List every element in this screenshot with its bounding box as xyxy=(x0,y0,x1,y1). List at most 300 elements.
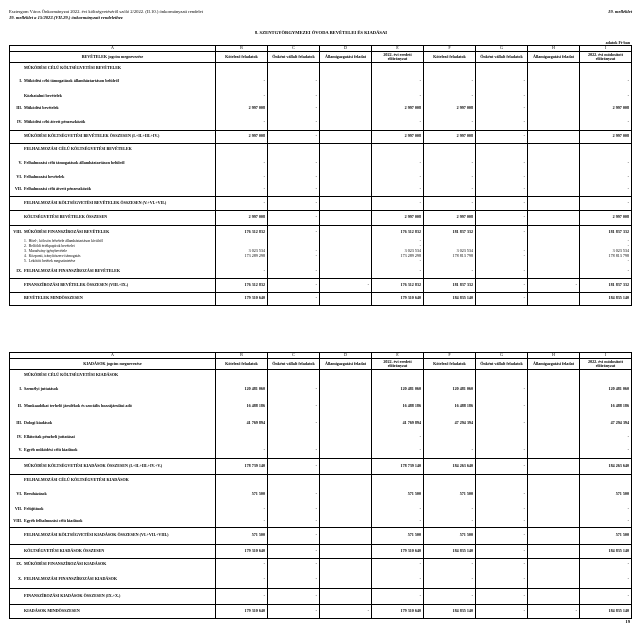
value-cell xyxy=(320,431,372,443)
value-cell: - xyxy=(216,588,268,604)
value-cell: - xyxy=(216,73,268,90)
value-cell xyxy=(528,558,580,570)
value-cell: - xyxy=(268,398,320,415)
value-cell xyxy=(476,431,528,443)
column-header: 2022. évi módosított előirányzat xyxy=(580,358,632,369)
total-row xyxy=(10,278,632,292)
column-letter: D xyxy=(320,46,372,52)
value-cell xyxy=(580,369,632,381)
column-letter: I xyxy=(580,46,632,52)
row-label: KÖLTSÉGVETÉSI KIADÁSOK ÖSSZESEN xyxy=(24,547,105,553)
value-cell: - xyxy=(580,171,632,183)
row-label-cell xyxy=(10,474,216,486)
value-cell: 178 739 140 xyxy=(216,458,268,474)
column-header: BEVÉTELEK jogcím megnevezése xyxy=(10,51,216,62)
row-number: VI. xyxy=(16,173,22,179)
column-letter: F xyxy=(424,353,476,359)
value-cell xyxy=(320,210,372,225)
value-cell: - xyxy=(216,558,268,570)
value-cell: - xyxy=(424,588,476,604)
value-cell: 178 739 140 xyxy=(372,458,424,474)
row-number: III. xyxy=(16,419,22,425)
value-cell xyxy=(528,588,580,604)
value-cell: - xyxy=(268,210,320,225)
value-cell xyxy=(528,264,580,278)
row-number: 2. xyxy=(24,244,27,249)
value-cell: 181 837 332 xyxy=(424,225,476,239)
value-cell xyxy=(320,183,372,196)
value-cell xyxy=(424,369,476,381)
row-number: VI. xyxy=(16,491,22,497)
value-cell: 2 997 008 xyxy=(424,210,476,225)
value-cell: 16 488 186 xyxy=(372,398,424,415)
row-number: 5. xyxy=(24,259,27,264)
page-number: 19 xyxy=(625,619,630,624)
value-cell: - xyxy=(476,486,528,503)
row-label: MŰKÖDÉSI CÉLÚ KÖLTSÉGVETÉSI BEVÉTELEK xyxy=(24,64,122,70)
value-cell: - xyxy=(268,249,320,254)
row-label: FINANSZÍROZÁSI KIADÁSOK ÖSSZESEN (IX.+X.) xyxy=(24,592,121,598)
row-label: FELHALMOZÁSI KÖLTSÉGVETÉSI BEVÉTELEK ÖSSZESEN (V.+VI.+VII.) xyxy=(24,199,167,205)
column-letter: I xyxy=(580,353,632,359)
value-cell: - xyxy=(216,183,268,196)
value-cell xyxy=(528,544,580,558)
value-cell: - xyxy=(372,443,424,458)
value-cell: - xyxy=(424,73,476,90)
value-cell: 184 835 140 xyxy=(580,292,632,305)
total-row xyxy=(10,458,632,474)
value-cell: 41 769 894 xyxy=(372,415,424,431)
table-row xyxy=(10,431,632,443)
row-label: MŰKÖDÉSI FINANSZÍROZÁSI BEVÉTELEK xyxy=(24,229,110,235)
column-letter: A xyxy=(10,46,216,52)
value-cell xyxy=(372,369,424,381)
value-cell xyxy=(268,62,320,73)
value-cell xyxy=(216,143,268,155)
value-cell: - xyxy=(476,102,528,114)
row-label-cell xyxy=(10,570,216,588)
value-cell: 47 294 394 xyxy=(580,415,632,431)
value-cell xyxy=(320,292,372,305)
row-label: Ellátottak pénzbeli juttatásai xyxy=(24,433,75,439)
value-cell xyxy=(528,62,580,73)
row-label: Felújítások xyxy=(24,505,44,511)
table-row xyxy=(10,155,632,171)
value-cell: - xyxy=(268,527,320,544)
value-cell: 120 481 060 xyxy=(216,381,268,398)
row-number: VIII. xyxy=(13,229,22,235)
row-label-cell xyxy=(10,62,216,73)
value-cell: 179 310 640 xyxy=(372,544,424,558)
value-cell: - xyxy=(268,171,320,183)
value-cell: - xyxy=(268,503,320,515)
row-number: 1. xyxy=(24,239,27,244)
value-cell: 47 294 394 xyxy=(424,415,476,431)
value-cell: - xyxy=(320,278,372,292)
section-row xyxy=(10,143,632,155)
value-cell: 571 500 xyxy=(580,486,632,503)
value-cell xyxy=(320,588,372,604)
value-cell: - xyxy=(268,515,320,527)
value-cell: - xyxy=(268,544,320,558)
value-cell: - xyxy=(580,431,632,443)
value-cell xyxy=(320,381,372,398)
value-cell xyxy=(216,474,268,486)
value-cell: - xyxy=(476,604,528,618)
value-cell xyxy=(528,155,580,171)
row-label-cell xyxy=(10,155,216,171)
value-cell: - xyxy=(372,558,424,570)
total-row xyxy=(10,544,632,558)
value-cell xyxy=(320,558,372,570)
column-header: Államigazgatási feladat xyxy=(320,358,372,369)
value-cell: - xyxy=(476,183,528,196)
column-header-row xyxy=(10,358,632,369)
row-label-cell xyxy=(10,183,216,196)
row-label-cell xyxy=(10,210,216,225)
row-number: III. xyxy=(16,104,22,110)
row-label: Működési célú átvett pénzeszközök xyxy=(24,118,86,124)
value-cell: - xyxy=(372,503,424,515)
value-cell: 3 023 534 xyxy=(424,249,476,254)
row-label: Beruházások xyxy=(24,491,47,497)
value-cell: - xyxy=(580,90,632,102)
value-cell xyxy=(528,515,580,527)
value-cell: 571 500 xyxy=(216,527,268,544)
value-cell xyxy=(528,527,580,544)
row-label: Működési célú támogatások államháztartáson belülről xyxy=(24,78,119,84)
column-letter: G xyxy=(476,46,528,52)
value-cell: - xyxy=(476,398,528,415)
row-label: MŰKÖDÉSI KÖLTSÉGVETÉSI BEVÉTELEK ÖSSZESEN (I.+II.+III.+IV.) xyxy=(24,133,160,139)
value-cell: - xyxy=(476,515,528,527)
value-cell: - xyxy=(580,73,632,90)
column-header: Államigazgatási feladat xyxy=(528,51,580,62)
column-header: Kötelező feladatok xyxy=(424,51,476,62)
value-cell: - xyxy=(580,515,632,527)
row-label: Egyéb felhalmozási célú kiadások xyxy=(24,517,83,523)
total-row xyxy=(10,527,632,544)
value-cell: - xyxy=(372,196,424,210)
value-cell xyxy=(268,431,320,443)
value-cell xyxy=(320,143,372,155)
table-row xyxy=(10,398,632,415)
value-cell xyxy=(424,62,476,73)
value-cell: 184 835 140 xyxy=(424,292,476,305)
row-number: V. xyxy=(18,447,22,453)
value-cell: 2 997 008 xyxy=(372,102,424,114)
row-label: Belföldi értékpapírok bevételei xyxy=(28,244,75,249)
total-row xyxy=(10,604,632,618)
row-number: X. xyxy=(18,575,22,581)
value-cell: - xyxy=(424,114,476,130)
value-cell xyxy=(476,474,528,486)
row-label-cell xyxy=(10,130,216,143)
value-cell: - xyxy=(424,515,476,527)
value-cell: - xyxy=(268,486,320,503)
table-row xyxy=(10,558,632,570)
value-cell: 178 813 798 xyxy=(580,254,632,259)
value-cell xyxy=(528,381,580,398)
value-cell: 571 500 xyxy=(580,527,632,544)
row-label-cell xyxy=(10,143,216,155)
value-cell: - xyxy=(372,183,424,196)
value-cell xyxy=(268,474,320,486)
table-row xyxy=(10,515,632,527)
value-cell xyxy=(320,527,372,544)
row-number: II. xyxy=(17,403,22,409)
row-label: Dologi kiadások xyxy=(24,419,53,425)
value-cell: - xyxy=(320,604,372,618)
table-row xyxy=(10,102,632,114)
value-cell: 176 312 832 xyxy=(216,278,268,292)
table-row xyxy=(10,73,632,90)
value-cell: - xyxy=(216,155,268,171)
row-label-cell xyxy=(10,278,216,292)
value-cell: - xyxy=(476,225,528,239)
value-cell xyxy=(320,114,372,130)
value-cell: 2 997 008 xyxy=(580,210,632,225)
column-header: Önként vállalt feladatok xyxy=(268,358,320,369)
value-cell: - xyxy=(268,264,320,278)
value-cell: - xyxy=(372,171,424,183)
value-cell: 179 310 640 xyxy=(216,604,268,618)
value-cell: - xyxy=(476,503,528,515)
total-row xyxy=(10,210,632,225)
value-cell xyxy=(320,196,372,210)
row-label: FELHALMOZÁSI FINANSZÍROZÁSI KIADÁSOK xyxy=(24,575,118,581)
row-label-cell xyxy=(10,415,216,431)
row-label: Felhalmozási bevételek xyxy=(24,173,65,179)
value-cell: - xyxy=(268,196,320,210)
row-label-cell xyxy=(10,544,216,558)
value-cell: 571 500 xyxy=(424,486,476,503)
value-cell: - xyxy=(268,114,320,130)
row-label-cell xyxy=(10,431,216,443)
section-row xyxy=(10,369,632,381)
value-cell xyxy=(320,398,372,415)
value-cell: - xyxy=(268,73,320,90)
value-cell: - xyxy=(476,558,528,570)
total-row xyxy=(10,130,632,143)
value-cell: - xyxy=(372,155,424,171)
column-header: Kötelező feladatok xyxy=(216,358,268,369)
value-cell xyxy=(320,155,372,171)
value-cell xyxy=(528,196,580,210)
value-cell: 2 997 008 xyxy=(372,210,424,225)
value-cell: - xyxy=(580,259,632,264)
value-cell: - xyxy=(372,588,424,604)
value-cell xyxy=(476,143,528,155)
value-cell: - xyxy=(268,570,320,588)
value-cell: - xyxy=(476,73,528,90)
value-cell: - xyxy=(268,254,320,259)
value-cell xyxy=(320,515,372,527)
value-cell xyxy=(528,130,580,143)
value-cell: 184 835 140 xyxy=(424,544,476,558)
row-label: Hitel-, kölcsön felvétele államháztartáson kívülről xyxy=(28,239,103,244)
value-cell: - xyxy=(268,155,320,171)
value-cell: 571 500 xyxy=(372,527,424,544)
value-cell: 120 481 060 xyxy=(424,381,476,398)
row-label: MŰKÖDÉSI FINANSZÍROZÁSI KIADÁSOK xyxy=(24,561,107,567)
header-regulation-line: Esztergom Város Önkormányzat 2022. évi költségvetéséről szóló 2/2022. (II.10.) önkormányzati rendelet xyxy=(9,9,203,14)
row-label: Felhalmozási célú támogatások államháztartáson belülről xyxy=(24,159,125,165)
value-cell: 2 997 008 xyxy=(580,102,632,114)
column-header: Kötelező feladatok xyxy=(216,51,268,62)
value-cell xyxy=(320,225,372,239)
value-cell xyxy=(528,431,580,443)
row-label-cell xyxy=(10,381,216,398)
value-cell: - xyxy=(476,90,528,102)
value-cell xyxy=(528,210,580,225)
row-label-cell xyxy=(10,264,216,278)
value-cell: - xyxy=(268,90,320,102)
row-label: MŰKÖDÉSI KÖLTSÉGVETÉSI KIADÁSOK ÖSSZESEN (I.+II.+III.+IV.+V.) xyxy=(24,462,163,468)
value-cell xyxy=(320,62,372,73)
value-cell xyxy=(528,398,580,415)
value-cell xyxy=(476,62,528,73)
value-cell: 184 263 640 xyxy=(424,458,476,474)
value-cell xyxy=(424,431,476,443)
value-cell: - xyxy=(424,183,476,196)
row-label: BEVÉTELEK MINDÖSSZESEN xyxy=(24,295,83,301)
income-table xyxy=(9,45,632,306)
value-cell: - xyxy=(476,570,528,588)
value-cell: - xyxy=(580,244,632,249)
table-row xyxy=(10,114,632,130)
value-cell: - xyxy=(476,171,528,183)
header-annex-line: 19. melléklet a 15/2022.(VII.29.) önkormányzati rendelethez xyxy=(9,14,123,20)
row-label: Központi, irányítószervi támogatás xyxy=(28,254,81,259)
value-cell xyxy=(372,474,424,486)
value-cell: 181 837 332 xyxy=(580,278,632,292)
value-cell: - xyxy=(424,443,476,458)
value-cell: - xyxy=(372,570,424,588)
value-cell: - xyxy=(372,73,424,90)
table-row xyxy=(10,264,632,278)
value-cell: - xyxy=(476,196,528,210)
value-cell: - xyxy=(216,570,268,588)
value-cell: - xyxy=(372,114,424,130)
row-label-cell xyxy=(10,292,216,305)
value-cell: - xyxy=(580,443,632,458)
unit-label: adatok Ft-ban xyxy=(605,40,630,45)
row-label-cell xyxy=(10,486,216,503)
table-row xyxy=(10,443,632,458)
value-cell: 16 488 186 xyxy=(424,398,476,415)
value-cell: 184 835 140 xyxy=(580,604,632,618)
row-number: IV. xyxy=(16,118,22,124)
value-cell: - xyxy=(268,443,320,458)
value-cell: 176 312 832 xyxy=(372,225,424,239)
column-header: Államigazgatási feladat xyxy=(320,51,372,62)
row-label: Közhatalmi bevételek xyxy=(24,92,62,98)
value-cell: 179 310 640 xyxy=(216,292,268,305)
value-cell: 176 312 832 xyxy=(216,225,268,239)
value-cell: - xyxy=(216,443,268,458)
value-cell: - xyxy=(372,239,424,244)
row-label: MŰKÖDÉSI CÉLÚ KÖLTSÉGVETÉSI KIADÁSOK xyxy=(24,372,119,378)
column-letter: G xyxy=(476,353,528,359)
value-cell xyxy=(372,143,424,155)
value-cell: 16 488 186 xyxy=(580,398,632,415)
row-label-cell xyxy=(10,102,216,114)
value-cell: - xyxy=(372,90,424,102)
row-label: Felhalmozási célú átvett pénzeszközök xyxy=(24,186,91,192)
table-row xyxy=(10,415,632,431)
column-header: KIADÁSOK jogcím megnevezése xyxy=(10,358,216,369)
row-label-cell xyxy=(10,90,216,102)
value-cell: - xyxy=(372,259,424,264)
value-cell xyxy=(320,130,372,143)
value-cell: 173 289 298 xyxy=(216,254,268,259)
value-cell: - xyxy=(216,171,268,183)
value-cell xyxy=(320,443,372,458)
row-number: I. xyxy=(19,386,22,392)
value-cell: - xyxy=(268,604,320,618)
value-cell: - xyxy=(476,210,528,225)
value-cell xyxy=(320,264,372,278)
value-cell: 181 837 332 xyxy=(424,278,476,292)
row-label-cell xyxy=(10,171,216,183)
value-cell: - xyxy=(216,264,268,278)
row-number: 4. xyxy=(24,254,27,259)
row-label-cell xyxy=(10,196,216,210)
column-letter: A xyxy=(10,353,216,359)
value-cell: 184 835 140 xyxy=(580,544,632,558)
value-cell: - xyxy=(476,155,528,171)
value-cell: - xyxy=(580,264,632,278)
value-cell: 2 997 008 xyxy=(424,102,476,114)
value-cell: - xyxy=(476,249,528,254)
row-label-cell xyxy=(10,398,216,415)
column-header: Kötelező feladatok xyxy=(424,358,476,369)
value-cell xyxy=(528,458,580,474)
column-letter: F xyxy=(424,46,476,52)
row-label: FELHALMOZÁSI CÉLÚ KÖLTSÉGVETÉSI BEVÉTELEK xyxy=(24,146,132,152)
column-letter: E xyxy=(372,353,424,359)
row-label: Személyi juttatások xyxy=(24,386,59,392)
value-cell xyxy=(320,415,372,431)
value-cell xyxy=(424,474,476,486)
row-label-cell xyxy=(10,114,216,130)
value-cell: - xyxy=(476,544,528,558)
row-label-cell xyxy=(10,588,216,604)
value-cell: - xyxy=(268,458,320,474)
value-cell: - xyxy=(268,102,320,114)
column-header: Önként vállalt feladatok xyxy=(476,51,528,62)
column-header: Önként vállalt feladatok xyxy=(476,358,528,369)
value-cell xyxy=(216,369,268,381)
value-cell: 2 997 008 xyxy=(216,102,268,114)
value-cell xyxy=(320,369,372,381)
section-row xyxy=(10,474,632,486)
value-cell: 2 997 008 xyxy=(216,210,268,225)
value-cell xyxy=(528,143,580,155)
value-cell xyxy=(528,225,580,239)
value-cell: - xyxy=(268,415,320,431)
row-label: Maradvány igénybevétele xyxy=(28,249,67,254)
value-cell xyxy=(268,143,320,155)
row-number: 3. xyxy=(24,249,27,254)
table-row xyxy=(10,503,632,515)
value-cell: 179 310 640 xyxy=(372,292,424,305)
row-number: IX. xyxy=(16,561,22,567)
table-row xyxy=(10,570,632,588)
value-cell: - xyxy=(424,196,476,210)
value-cell: - xyxy=(372,264,424,278)
